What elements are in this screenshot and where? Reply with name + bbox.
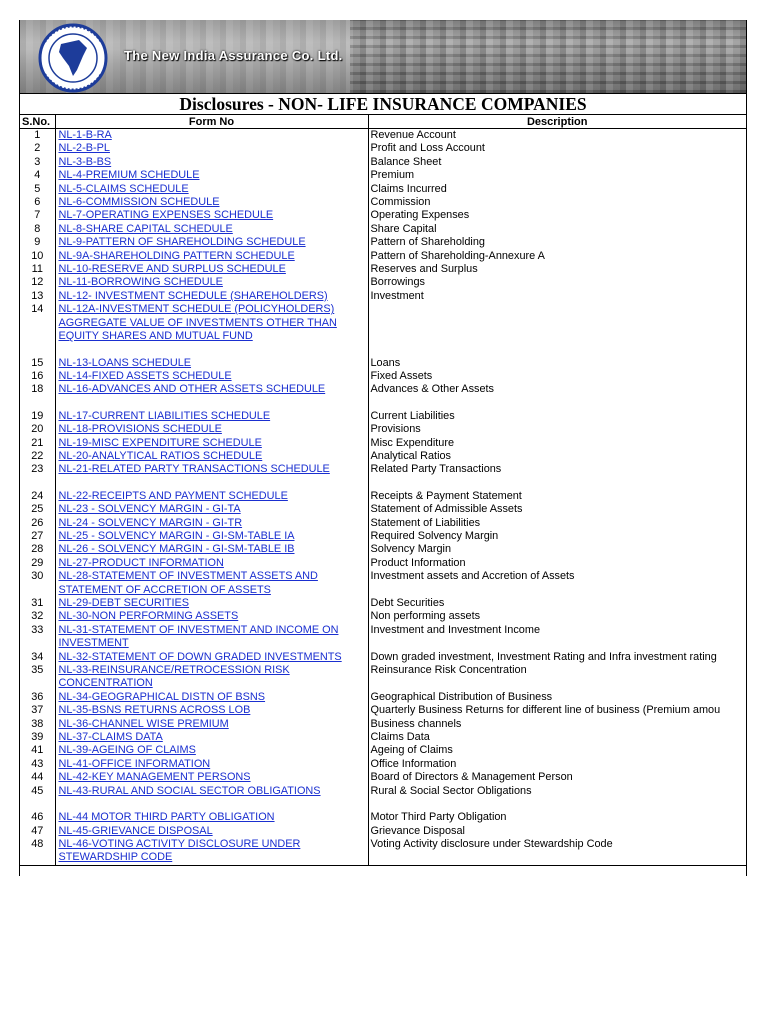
column-header-form: Form No xyxy=(55,115,368,129)
description-cell: Rural & Social Sector Obligations xyxy=(370,784,532,797)
disclosure-table xyxy=(20,114,746,866)
serial-number-cell: 22 xyxy=(20,450,55,463)
table-row xyxy=(20,450,746,463)
serial-number-cell: 13 xyxy=(20,290,55,303)
table-row xyxy=(20,250,746,263)
form-link[interactable]: INVESTMENT xyxy=(58,637,129,650)
serial-number-cell: 48 xyxy=(20,838,55,865)
description-cell: Motor Third Party Obligation xyxy=(370,811,507,824)
description-cell: Solvency Margin xyxy=(370,543,452,556)
serial-number-cell: 26 xyxy=(20,517,55,530)
description-cell: Down graded investment, Investment Rating and Infra investment rating xyxy=(370,650,717,663)
serial-number-cell: 47 xyxy=(20,825,55,838)
serial-number-cell: 7 xyxy=(20,209,55,222)
form-link[interactable]: NL-31-STATEMENT OF INVESTMENT AND INCOME ON xyxy=(58,623,339,636)
description-cell: Borrowings xyxy=(370,276,425,289)
table-row xyxy=(20,370,746,383)
form-number-cell xyxy=(55,691,368,704)
form-number-cell xyxy=(55,624,368,651)
table-row xyxy=(20,410,746,423)
serial-number-cell: 10 xyxy=(20,250,55,263)
form-number-cell xyxy=(55,290,368,303)
form-number-cell xyxy=(55,209,368,222)
spacer-row xyxy=(20,477,746,490)
serial-number-cell: 4 xyxy=(20,169,55,182)
description-cell: Related Party Transactions xyxy=(370,463,502,476)
form-number-cell xyxy=(55,303,368,343)
form-number-cell xyxy=(55,196,368,209)
form-number-cell xyxy=(55,357,368,370)
table-row xyxy=(20,236,746,249)
form-number-cell xyxy=(55,664,368,691)
form-number-cell xyxy=(55,744,368,757)
description-cell: Loans xyxy=(370,356,401,369)
table-row xyxy=(20,771,746,784)
spacer-cell xyxy=(55,344,368,357)
page-title: Disclosures - NON- LIFE INSURANCE COMPANIES xyxy=(179,94,587,114)
form-number-cell xyxy=(55,223,368,236)
table-row xyxy=(20,543,746,556)
serial-number-cell: 36 xyxy=(20,691,55,704)
table-row xyxy=(20,664,746,691)
table-row xyxy=(20,183,746,196)
description-cell xyxy=(368,303,746,343)
form-number-cell xyxy=(55,250,368,263)
description-cell: Quarterly Business Returns for different line of business (Premium amou xyxy=(370,704,721,717)
company-name: The New India Assurance Co. Ltd. xyxy=(124,48,343,63)
spacer-cell xyxy=(368,397,746,410)
description-cell: Current Liabilities xyxy=(370,409,455,422)
form-number-cell xyxy=(55,503,368,516)
form-number-cell xyxy=(55,771,368,784)
description-cell: Statement of Liabilities xyxy=(370,516,481,529)
header-banner xyxy=(20,20,746,94)
form-number-cell xyxy=(55,276,368,289)
form-number-cell xyxy=(55,263,368,276)
form-link[interactable]: NL-18-PROVISIONS SCHEDULE xyxy=(58,423,222,436)
form-link[interactable]: NL-17-CURRENT LIABILITIES SCHEDULE xyxy=(58,409,271,422)
banner-building-image xyxy=(350,20,746,93)
table-row xyxy=(20,758,746,771)
form-link[interactable]: NL-22-RECEIPTS AND PAYMENT SCHEDULE xyxy=(58,489,288,502)
form-link[interactable]: NL-11-BORROWING SCHEDULE xyxy=(58,276,223,289)
form-link[interactable]: NL-35-BSNS RETURNS ACROSS LOB xyxy=(58,704,251,717)
spacer-cell xyxy=(55,397,368,410)
description-cell: Share Capital xyxy=(370,222,437,235)
description-cell: Fixed Assets xyxy=(370,369,433,382)
serial-number-cell: 46 xyxy=(20,811,55,824)
spacer-cell xyxy=(368,798,746,811)
form-link[interactable]: NL-39-AGEING OF CLAIMS xyxy=(58,744,196,757)
table-row xyxy=(20,169,746,182)
description-cell: Business channels xyxy=(370,717,462,730)
form-number-cell xyxy=(55,557,368,570)
company-logo-icon xyxy=(31,22,129,94)
form-link[interactable]: NL-34-GEOGRAPHICAL DISTN OF BSNS xyxy=(58,690,266,703)
description-cell: Balance Sheet xyxy=(370,155,442,168)
form-link[interactable]: NL-24 - SOLVENCY MARGIN - GI-TR xyxy=(58,516,243,529)
form-link[interactable]: NL-3-B-BS xyxy=(58,155,112,168)
serial-number-cell: 37 xyxy=(20,704,55,717)
form-link[interactable]: NL-37-CLAIMS DATA xyxy=(58,731,163,744)
serial-number-cell: 2 xyxy=(20,142,55,155)
form-link[interactable]: NL-23 - SOLVENCY MARGIN - GI-TA xyxy=(58,503,241,516)
serial-number-cell: 25 xyxy=(20,503,55,516)
form-number-cell xyxy=(55,463,368,476)
serial-number-cell: 11 xyxy=(20,263,55,276)
disclosure-sheet xyxy=(19,20,747,876)
description-cell: Debt Securities xyxy=(370,597,445,609)
table-row xyxy=(20,129,746,143)
description-cell: Claims Incurred xyxy=(370,182,447,195)
table-row xyxy=(20,263,746,276)
form-number-cell xyxy=(55,383,368,396)
table-row xyxy=(20,156,746,169)
spacer-cell xyxy=(20,798,55,811)
description-cell: Geographical Distribution of Business xyxy=(370,690,553,703)
form-number-cell xyxy=(55,651,368,664)
form-link[interactable]: NL-5-CLAIMS SCHEDULE xyxy=(58,182,189,195)
form-number-cell xyxy=(55,718,368,731)
table-row xyxy=(20,423,746,436)
form-number-cell xyxy=(55,236,368,249)
form-link[interactable]: NL-20-ANALYTICAL RATIOS SCHEDULE xyxy=(58,449,263,462)
table-row xyxy=(20,530,746,543)
form-number-cell xyxy=(55,570,368,597)
spacer-cell xyxy=(55,477,368,490)
description-cell: Analytical Ratios xyxy=(370,449,452,462)
table-row xyxy=(20,811,746,824)
table-row xyxy=(20,718,746,731)
form-link[interactable]: NL-25 - SOLVENCY MARGIN - GI-SM-TABLE IA xyxy=(58,529,295,542)
form-link[interactable]: NL-26 - SOLVENCY MARGIN - GI-SM-TABLE IB xyxy=(58,543,295,556)
description-cell: Statement of Admissible Assets xyxy=(370,503,523,516)
form-number-cell xyxy=(55,490,368,503)
spacer-cell xyxy=(20,344,55,357)
description-cell: Premium xyxy=(370,169,415,182)
form-link[interactable]: NL-12A-INVESTMENT SCHEDULE (POLICYHOLDERS) xyxy=(58,303,335,316)
table-row xyxy=(20,704,746,717)
form-number-cell xyxy=(55,825,368,838)
form-number-cell xyxy=(55,610,368,623)
form-number-cell xyxy=(55,811,368,824)
form-link[interactable]: NL-8-SHARE CAPITAL SCHEDULE xyxy=(58,222,233,235)
form-link[interactable]: EQUITY SHARES AND MUTUAL FUND xyxy=(58,330,253,343)
table-row xyxy=(20,597,746,610)
form-link[interactable]: NL-6-COMMISSION SCHEDULE xyxy=(58,196,220,209)
form-link[interactable]: NL-4-PREMIUM SCHEDULE xyxy=(58,169,200,182)
spacer-cell xyxy=(55,798,368,811)
form-link[interactable]: NL-10-RESERVE AND SURPLUS SCHEDULE xyxy=(58,263,286,276)
description-cell: Investment and Investment Income xyxy=(370,623,540,636)
serial-number-cell: 30 xyxy=(20,570,55,597)
form-link[interactable]: CONCENTRATION xyxy=(58,677,153,690)
description-cell: Receipts & Payment Statement xyxy=(370,489,522,502)
form-number-cell xyxy=(55,704,368,717)
table-row xyxy=(20,785,746,798)
description-cell: Product Information xyxy=(370,556,466,569)
description-cell: Claims Data xyxy=(370,731,430,744)
form-number-cell xyxy=(55,758,368,771)
serial-number-cell: 19 xyxy=(20,410,55,423)
table-row xyxy=(20,825,746,838)
serial-number-cell: 3 xyxy=(20,156,55,169)
table-row xyxy=(20,570,746,597)
form-link[interactable]: NL-45-GRIEVANCE DISPOSAL xyxy=(58,824,213,837)
form-link[interactable]: NL-30-NON PERFORMING ASSETS xyxy=(58,610,239,623)
description-cell: Profit and Loss Account xyxy=(370,142,485,155)
table-row xyxy=(20,731,746,744)
description-cell: Ageing of Claims xyxy=(370,744,453,757)
serial-number-cell: 5 xyxy=(20,183,55,196)
form-link[interactable]: NL-28-STATEMENT OF INVESTMENT ASSETS AND xyxy=(58,570,318,583)
serial-number-cell: 41 xyxy=(20,744,55,757)
serial-number-cell: 9 xyxy=(20,236,55,249)
serial-number-cell: 14 xyxy=(20,303,55,343)
serial-number-cell: 20 xyxy=(20,423,55,436)
form-number-cell xyxy=(55,370,368,383)
spacer-row xyxy=(20,344,746,357)
table-row xyxy=(20,303,746,343)
form-number-cell xyxy=(55,517,368,530)
form-link[interactable]: AGGREGATE VALUE OF INVESTMENTS OTHER THAN xyxy=(58,316,337,329)
description-cell: Investment assets and Accretion of Assets xyxy=(370,570,575,583)
form-link[interactable]: NL-16-ADVANCES AND OTHER ASSETS SCHEDULE xyxy=(58,383,326,396)
serial-number-cell: 28 xyxy=(20,543,55,556)
form-link[interactable]: NL-36-CHANNEL WISE PREMIUM xyxy=(58,717,229,730)
form-link[interactable]: NL-44 MOTOR THIRD PARTY OBLIGATION xyxy=(58,811,275,824)
description-cell: Investment xyxy=(370,289,424,302)
serial-number-cell: 44 xyxy=(20,771,55,784)
form-link[interactable]: NL-14-FIXED ASSETS SCHEDULE xyxy=(58,369,232,382)
form-number-cell xyxy=(55,169,368,182)
serial-number-cell: 31 xyxy=(20,597,55,610)
table-row xyxy=(20,209,746,222)
serial-number-cell: 1 xyxy=(20,129,55,143)
description-cell: Pattern of Shareholding xyxy=(370,236,485,249)
form-link[interactable]: NL-43-RURAL AND SOCIAL SECTOR OBLIGATIONS xyxy=(58,784,321,797)
table-row xyxy=(20,142,746,155)
table-row xyxy=(20,517,746,530)
description-cell: Commission xyxy=(370,196,431,209)
serial-number-cell: 27 xyxy=(20,530,55,543)
table-row xyxy=(20,223,746,236)
serial-number-cell: 21 xyxy=(20,437,55,450)
serial-number-cell: 23 xyxy=(20,463,55,476)
form-link[interactable]: NL-1-B-RA xyxy=(58,129,112,141)
form-link[interactable]: NL-41-OFFICE INFORMATION xyxy=(58,757,211,770)
serial-number-cell: 12 xyxy=(20,276,55,289)
form-number-cell xyxy=(55,156,368,169)
description-cell: Pattern of Shareholding-Annexure A xyxy=(370,249,545,262)
table-row xyxy=(20,610,746,623)
form-link[interactable]: STATEMENT OF ACCRETION OF ASSETS xyxy=(58,583,271,596)
table-row xyxy=(20,557,746,570)
table-header-row xyxy=(20,115,746,129)
form-link[interactable]: NL-2-B-PL xyxy=(58,142,110,155)
serial-number-cell: 18 xyxy=(20,383,55,396)
table-row xyxy=(20,276,746,289)
form-number-cell xyxy=(55,530,368,543)
serial-number-cell: 38 xyxy=(20,718,55,731)
table-row xyxy=(20,691,746,704)
table-row xyxy=(20,383,746,396)
table-row xyxy=(20,490,746,503)
table-row xyxy=(20,196,746,209)
table-row xyxy=(20,503,746,516)
column-header-sno: S.No. xyxy=(20,115,55,129)
serial-number-cell: 15 xyxy=(20,357,55,370)
table-row xyxy=(20,651,746,664)
serial-number-cell: 29 xyxy=(20,557,55,570)
table-row xyxy=(20,838,746,865)
form-number-cell xyxy=(55,183,368,196)
form-number-cell xyxy=(55,129,368,143)
description-cell: Revenue Account xyxy=(370,129,456,141)
form-link[interactable]: NL-7-OPERATING EXPENSES SCHEDULE xyxy=(58,209,274,222)
form-number-cell xyxy=(55,597,368,610)
spacer-cell xyxy=(368,344,746,357)
form-link[interactable]: NL-32-STATEMENT OF DOWN GRADED INVESTMENTS xyxy=(58,650,342,663)
form-number-cell xyxy=(55,731,368,744)
description-cell: Provisions xyxy=(370,423,421,436)
form-link[interactable]: STEWARDSHIP CODE xyxy=(58,851,173,864)
serial-number-cell: 43 xyxy=(20,758,55,771)
form-number-cell xyxy=(55,838,368,865)
form-number-cell xyxy=(55,450,368,463)
form-link[interactable]: NL-27-PRODUCT INFORMATION xyxy=(58,556,224,569)
serial-number-cell: 24 xyxy=(20,490,55,503)
serial-number-cell: 6 xyxy=(20,196,55,209)
spacer-cell xyxy=(368,477,746,490)
spacer-row xyxy=(20,397,746,410)
description-cell: Misc Expenditure xyxy=(370,436,455,449)
table-row xyxy=(20,624,746,651)
form-number-cell xyxy=(55,142,368,155)
description-cell: Office Information xyxy=(370,757,457,770)
table-row xyxy=(20,463,746,476)
serial-number-cell: 34 xyxy=(20,651,55,664)
form-link[interactable]: NL-33-REINSURANCE/RETROCESSION RISK xyxy=(58,664,290,677)
table-row xyxy=(20,290,746,303)
form-link[interactable]: NL-42-KEY MANAGEMENT PERSONS xyxy=(58,771,251,784)
form-number-cell xyxy=(55,410,368,423)
description-cell: Advances & Other Assets xyxy=(370,383,494,396)
description-cell: Required Solvency Margin xyxy=(370,529,499,542)
serial-number-cell: 45 xyxy=(20,785,55,798)
table-row xyxy=(20,744,746,757)
table-row xyxy=(20,437,746,450)
serial-number-cell: 16 xyxy=(20,370,55,383)
description-cell: Voting Activity disclosure under Stewardship Code xyxy=(368,838,746,865)
form-number-cell xyxy=(55,785,368,798)
serial-number-cell: 32 xyxy=(20,610,55,623)
description-cell: Reserves and Surplus xyxy=(370,263,478,276)
form-link[interactable]: NL-19-MISC EXPENDITURE SCHEDULE xyxy=(58,436,262,449)
form-number-cell xyxy=(55,437,368,450)
table-row xyxy=(20,357,746,370)
form-link[interactable]: NL-9-PATTERN OF SHAREHOLDING SCHEDULE xyxy=(58,236,306,249)
form-link[interactable]: NL-9A-SHAREHOLDING PATTERN SCHEDULE xyxy=(58,249,295,262)
form-number-cell xyxy=(55,543,368,556)
form-link[interactable]: NL-12- INVESTMENT SCHEDULE (SHAREHOLDERS) xyxy=(58,289,328,302)
description-cell: Board of Directors & Management Person xyxy=(370,771,573,784)
form-link[interactable]: NL-29-DEBT SECURITIES xyxy=(58,597,190,609)
form-number-cell xyxy=(55,423,368,436)
serial-number-cell: 8 xyxy=(20,223,55,236)
description-cell: Non performing assets xyxy=(370,610,481,623)
description-cell: Operating Expenses xyxy=(370,209,470,222)
form-link[interactable]: NL-46-VOTING ACTIVITY DISCLOSURE UNDER xyxy=(58,837,301,850)
description-cell: Reinsurance Risk Concentration xyxy=(370,664,527,677)
description-cell: Grievance Disposal xyxy=(370,824,465,837)
serial-number-cell: 39 xyxy=(20,731,55,744)
form-link[interactable]: NL-13-LOANS SCHEDULE xyxy=(58,356,192,369)
spacer-cell xyxy=(20,477,55,490)
serial-number-cell: 35 xyxy=(20,664,55,691)
spacer-row xyxy=(20,798,746,811)
serial-number-cell: 33 xyxy=(20,624,55,651)
column-header-description: Description xyxy=(368,115,746,129)
form-link[interactable]: NL-21-RELATED PARTY TRANSACTIONS SCHEDULE xyxy=(58,463,330,476)
spacer-cell xyxy=(20,397,55,410)
